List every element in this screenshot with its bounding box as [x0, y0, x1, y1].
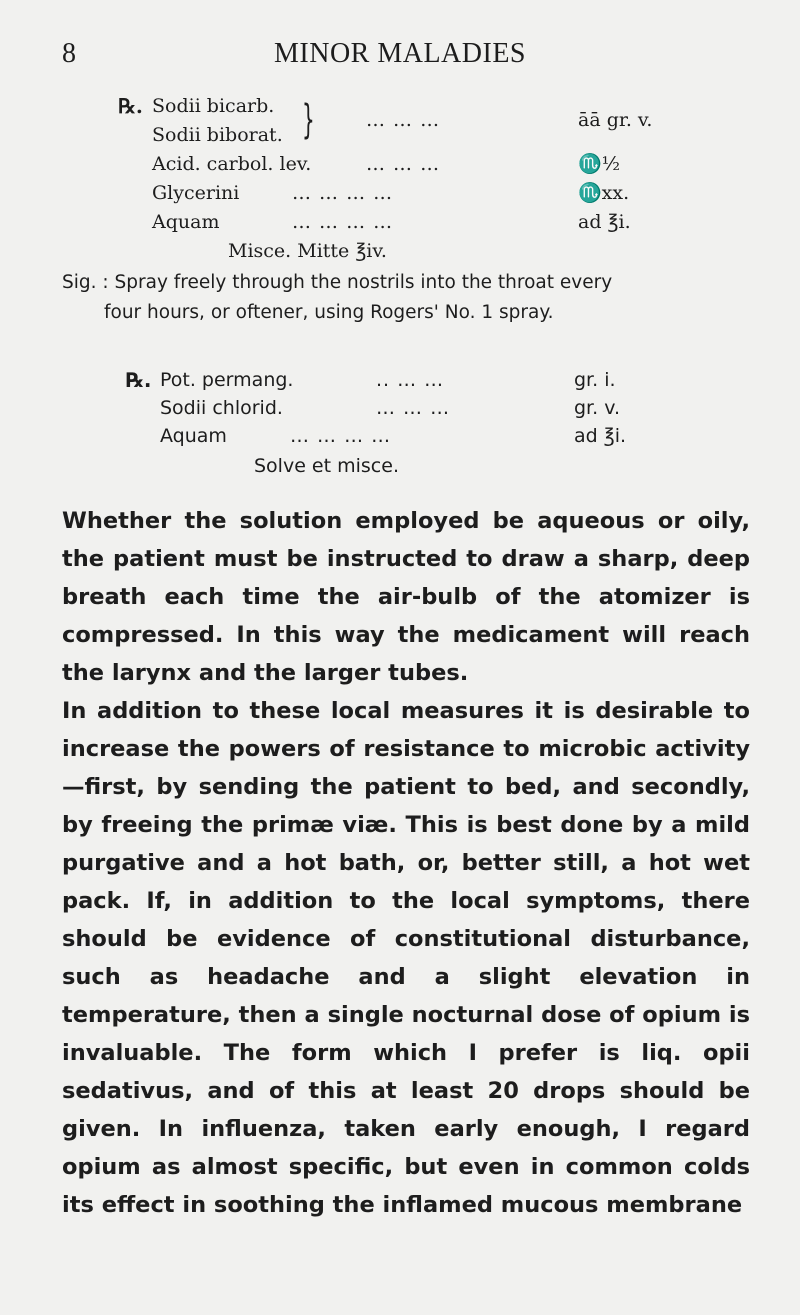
drug-line: Pot. permang. [160, 369, 294, 391]
dose-quantity: gr. i. [574, 369, 616, 391]
paragraph: In addition to these local measures it is desirable to increase the powers of resistance to microbic activity—first, by sending the patient to bed, and secondly, by freeing the primæ viæ. This is best done by a mild purgative and a hot bath, or, better still, a hot wet pack. If, in addition to the local symptoms, there should be evidence of constitutional disturbance, such as headache and a slight elevation in temperature, then a single nocturnal dose of opium is invaluable. The form which I prefer is liq. opii sedativus, and of this at least 20 drops should be given. In influenza, taken early enough, I regard opium as almost specific, but even in common colds its effect in soothing the inflamed mucous membrane [62, 698, 750, 1218]
recipe-symbol: ℞. [118, 94, 143, 118]
leader-dots: … … … [366, 109, 441, 131]
dose-quantity: gr. v. [574, 397, 621, 419]
leader-dots: … … … [376, 397, 451, 419]
prescription-2 [0, 366, 800, 486]
drug-line: Aquam [152, 211, 220, 233]
paragraph: Whether the solution employed be aqueous or oily, the patient must be instructed to draw a sharp, deep breath each time the air-bulb of the atomizer is compressed. In this way the medicament will reach the larynx and the larger tubes. [62, 508, 750, 686]
signa-instructions [62, 268, 742, 328]
dose-quantity: ♏xx. [578, 182, 630, 204]
leader-dots: … … … … [292, 182, 394, 204]
page-header [0, 38, 800, 78]
drug-line: Acid. carbol. lev. [152, 153, 312, 175]
body-text [62, 502, 750, 1224]
running-title: MINOR MALADIES [274, 38, 526, 69]
leader-dots: … … … … [292, 211, 394, 233]
leader-dots: .. … … [376, 369, 445, 391]
brace: } [302, 97, 315, 143]
sig-line-2: four hours, or oftener, using Rogers' No. 1 spray. [104, 302, 554, 323]
drug-line: Sodii bicarb. [152, 95, 275, 117]
dose-quantity: ad ℥i. [578, 211, 631, 233]
dose-quantity: āā gr. v. [578, 109, 653, 131]
recipe-symbol: ℞. [126, 368, 152, 392]
prescription-directions: Solve et misce. [254, 455, 399, 477]
drug-line: Glycerini [152, 182, 240, 204]
leader-dots: … … … … [290, 425, 392, 447]
dose-quantity: ♏½ [578, 153, 621, 175]
prescription-1 [0, 92, 800, 262]
drug-line: Sodii chlorid. [160, 397, 283, 419]
leader-dots: … … … [366, 153, 441, 175]
drug-line: Aquam [160, 425, 227, 447]
drug-line: Sodii biborat. [152, 124, 283, 146]
page-number: 8 [62, 38, 77, 69]
dose-quantity: ad ℥i. [574, 425, 627, 447]
prescription-directions: Misce. Mitte ℥iv. [228, 240, 387, 262]
sig-line-1: Spray freely through the nostrils into the throat every [114, 272, 613, 293]
sig-label: Sig. : [62, 272, 109, 293]
